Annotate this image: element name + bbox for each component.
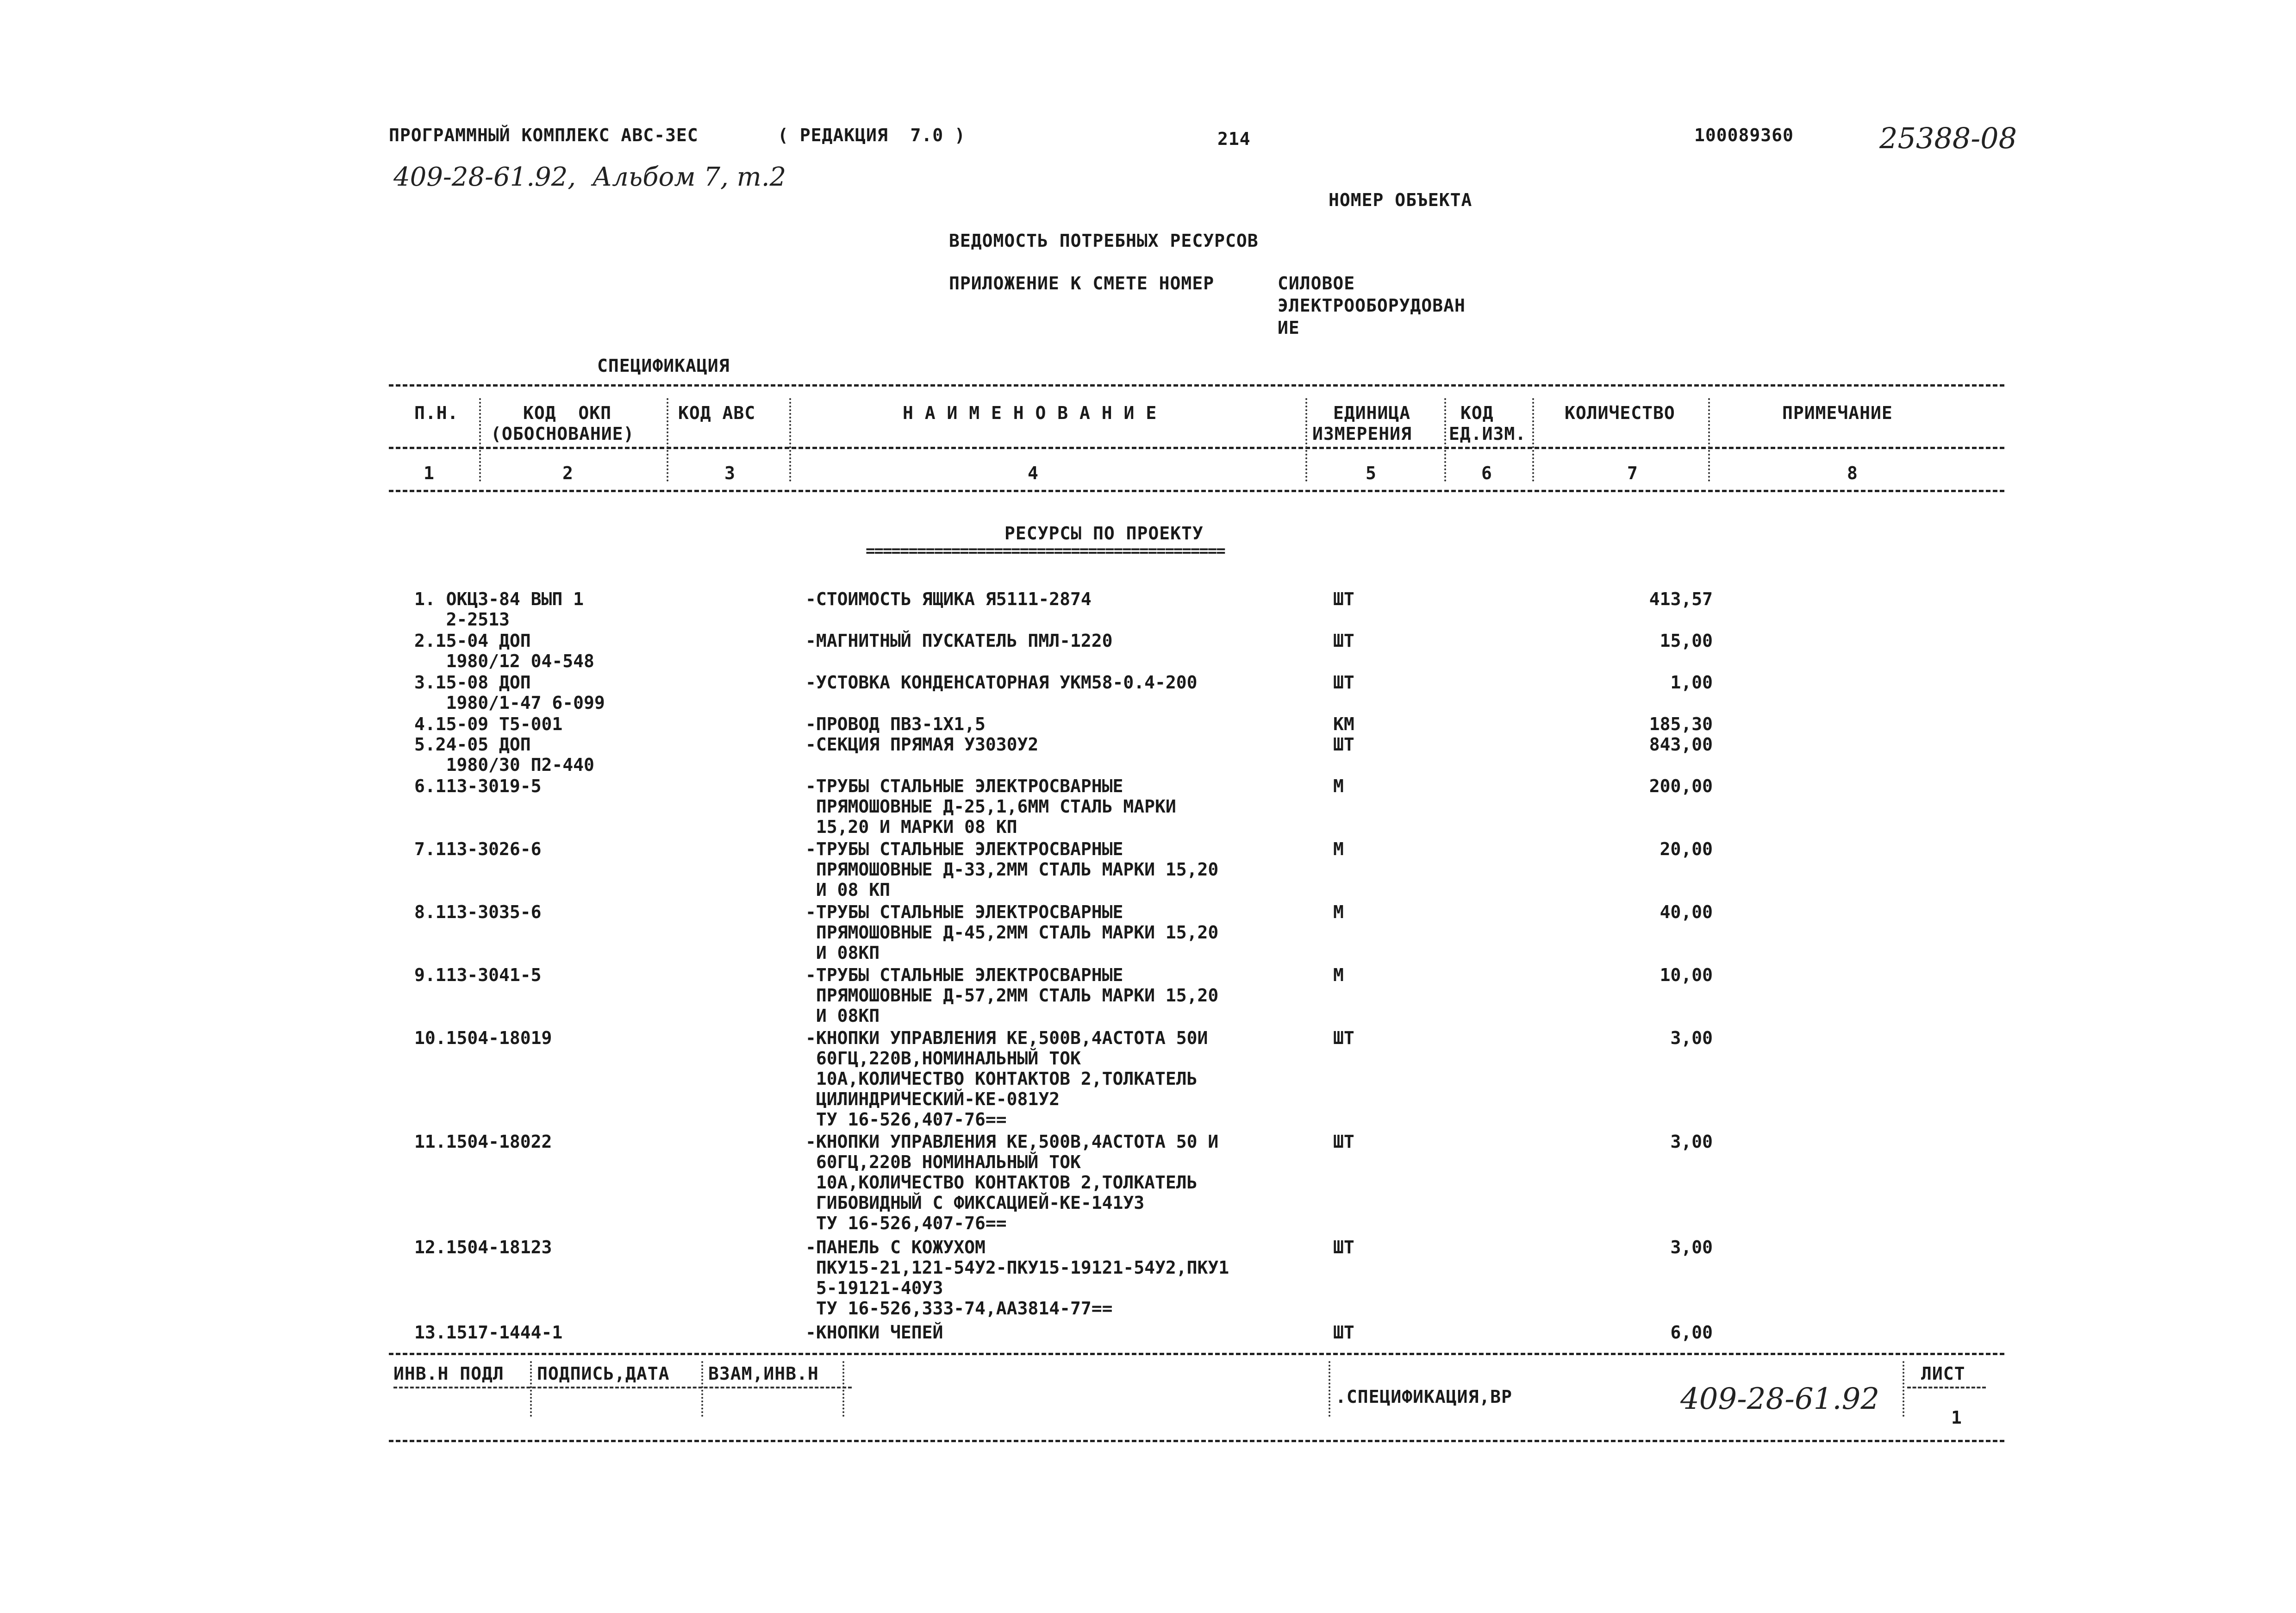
row-name: -ТРУБЫ СТАЛЬНЫЕ ЭЛЕКТРОСВАРНЫЕ ПРЯМОШОВНЫЕ Д-25,1,6ММ СТАЛЬ МАРКИ 15,20 И МАРКИ 08 КП (805, 776, 1176, 837)
row-unit: ШТ (1333, 734, 1354, 755)
row-quantity: 1,00 (1670, 672, 1713, 693)
col-header-5: ЕДИНИЦА (1333, 403, 1411, 423)
row-quantity: 185,30 (1649, 714, 1713, 734)
col-separator (1444, 398, 1446, 481)
table-top-rule (389, 384, 2004, 387)
col-number-5: 5 (1366, 463, 1377, 483)
col-number-7: 7 (1627, 463, 1638, 483)
section-underline: ========================================== (866, 542, 1225, 560)
col-header-2: КОД ОКП (523, 403, 612, 423)
col-separator (667, 398, 668, 481)
col-separator (479, 398, 481, 481)
row-name: -ТРУБЫ СТАЛЬНЫЕ ЭЛЕКТРОСВАРНЫЕ ПРЯМОШОВНЫЕ Д-45,2ММ СТАЛЬ МАРКИ 15,20 И 08КП (805, 902, 1219, 963)
footer-vzam-label: ВЗАМ,ИНВ.Н (708, 1363, 819, 1384)
row-quantity: 200,00 (1649, 776, 1713, 796)
handwritten-album: 409-28-61.92, Альбом 7, т.2 (393, 162, 786, 192)
row-unit: ШТ (1333, 589, 1354, 609)
footer-handwritten-number: 409-28-61.92 (1680, 1382, 1880, 1416)
col-header-6-sub: ЕД.ИЗМ. (1449, 424, 1527, 444)
row-name: -УСТОВКА КОНДЕНСАТОРНАЯ УКМ58-0.4-200 (805, 672, 1198, 693)
row-quantity: 3,00 (1670, 1028, 1713, 1048)
page-title: ВЕДОМОСТЬ ПОТРЕБНЫХ РЕСУРСОВ (949, 231, 1259, 251)
row-unit: М (1333, 839, 1344, 859)
footer-mid-rule (393, 1387, 852, 1388)
object-number-label: НОМЕР ОБЪЕКТА (1329, 190, 1472, 210)
col-header-6: КОД (1460, 403, 1494, 423)
footer-separator (530, 1361, 532, 1417)
col-separator (1305, 398, 1307, 481)
row-unit: ШТ (1333, 631, 1354, 651)
col-separator (789, 398, 791, 481)
row-quantity: 413,57 (1649, 589, 1713, 609)
appendix-value-1: СИЛОВОЕ (1278, 273, 1355, 294)
row-name: -ПАНЕЛЬ С КОЖУХОМ ПКУ15-21,121-54У2-ПКУ15-19121-54У2,ПКУ1 5-19121-40У3 ТУ 16-526,333-74,АА3814-77== (805, 1237, 1229, 1319)
row-position: 6.113-3019-5 (414, 776, 542, 796)
document-number: 100089360 (1694, 125, 1794, 145)
col-number-6: 6 (1481, 463, 1492, 483)
row-position: 4.15-09 Т5-001 (414, 714, 563, 734)
sheet-rule (1907, 1387, 1986, 1388)
row-name: -МАГНИТНЫЙ ПУСКАТЕЛЬ ПМЛ-1220 (805, 631, 1113, 651)
row-position: 3.15-08 ДОП 1980/1-47 6-099 (414, 672, 605, 713)
row-quantity: 3,00 (1670, 1237, 1713, 1257)
col-number-3: 3 (724, 463, 736, 483)
col-number-1: 1 (424, 463, 435, 483)
col-separator (1708, 398, 1710, 481)
row-position: 10.1504-18019 (414, 1028, 552, 1048)
row-position: 8.113-3035-6 (414, 902, 542, 922)
row-position: 13.1517-1444-1 (414, 1322, 563, 1343)
col-header-8: ПРИМЕЧАНИЕ (1782, 403, 1893, 423)
row-position: 12.1504-18123 (414, 1237, 552, 1257)
header-bottom-rule (389, 447, 2004, 449)
col-number-8: 8 (1847, 463, 1858, 483)
col-header-3: КОД АВС (678, 403, 756, 423)
row-unit: ШТ (1333, 1028, 1354, 1048)
row-quantity: 15,00 (1660, 631, 1713, 651)
row-unit: ШТ (1333, 672, 1354, 693)
row-quantity: 6,00 (1670, 1322, 1713, 1343)
appendix-label: ПРИЛОЖЕНИЕ К СМЕТЕ НОМЕР (949, 273, 1215, 294)
row-quantity: 10,00 (1660, 965, 1713, 985)
page-number: 214 (1217, 129, 1251, 149)
handwritten-code: 25388-08 (1879, 121, 2017, 155)
row-position: 1. ОКЦ3-84 ВЫП 1 2-2513 (414, 589, 584, 630)
col-number-2: 2 (562, 463, 574, 483)
row-quantity: 843,00 (1649, 734, 1713, 755)
row-quantity: 40,00 (1660, 902, 1713, 922)
row-unit: М (1333, 776, 1344, 796)
row-position: 9.113-3041-5 (414, 965, 542, 985)
row-name: -КНОПКИ УПРАВЛЕНИЯ КЕ,500В,4АСТОТА 50И 60ГЦ,220В,НОМИНАЛЬНЫЙ ТОК 10А,КОЛИЧЕСТВО КОНТАКТОВ 2,ТОЛКАТЕЛЬ ЦИЛИНДРИЧЕСКИЙ-КЕ-081У2 ТУ 16-526,407-76== (805, 1028, 1208, 1130)
footer-separator (701, 1361, 703, 1417)
footer-separator (842, 1361, 844, 1417)
row-name: -ПРОВОД ПВ3-1X1,5 (805, 714, 986, 734)
col-header-1: П.Н. (414, 403, 459, 423)
row-position: 7.113-3026-6 (414, 839, 542, 859)
footer-inv-label: ИНВ.Н ПОДЛ (393, 1363, 504, 1384)
row-position: 5.24-05 ДОП 1980/30 П2-440 (414, 734, 594, 775)
row-position: 2.15-04 ДОП 1980/12 04-548 (414, 631, 594, 671)
row-name: -КНОПКИ ЧЕПЕЙ (805, 1322, 943, 1343)
row-quantity: 20,00 (1660, 839, 1713, 859)
row-name: -СТОИМОСТЬ ЯЩИКА Я5111-2874 (805, 589, 1092, 609)
row-unit: М (1333, 902, 1344, 922)
row-unit: ШТ (1333, 1132, 1354, 1152)
row-unit: ШТ (1333, 1237, 1354, 1257)
col-header-4: Н А И М Е Н О В А Н И Е (903, 403, 1157, 423)
sheet-label: ЛИСТ (1921, 1363, 1965, 1384)
row-position: 11.1504-18022 (414, 1132, 552, 1152)
program-name: ПРОГРАММНЫЙ КОМПЛЕКС АВС-3ЕС (389, 125, 699, 145)
col-separator (1532, 398, 1534, 481)
col-header-5-sub: ИЗМЕРЕНИЯ (1312, 424, 1412, 444)
row-name: -ТРУБЫ СТАЛЬНЫЕ ЭЛЕКТРОСВАРНЫЕ ПРЯМОШОВНЫЕ Д-33,2ММ СТАЛЬ МАРКИ 15,20 И 08 КП (805, 839, 1219, 900)
edition: ( РЕДАКЦИЯ 7.0 ) (778, 125, 966, 145)
appendix-value-2: ЭЛЕКТРООБОРУДОВАН (1278, 295, 1466, 316)
col-header-7: КОЛИЧЕСТВО (1565, 403, 1675, 423)
row-name: -СЕКЦИЯ ПРЯМАЯ У3030У2 (805, 734, 1039, 755)
footer-separator (1903, 1361, 1904, 1417)
table-caption: СПЕЦИФИКАЦИЯ (597, 356, 730, 376)
footer-sign-label: ПОДПИСЬ,ДАТА (537, 1363, 670, 1384)
sheet-number: 1 (1951, 1407, 1962, 1428)
row-unit: КМ (1333, 714, 1354, 734)
row-quantity: 3,00 (1670, 1132, 1713, 1152)
row-unit: ШТ (1333, 1322, 1354, 1343)
column-number-bottom-rule (389, 490, 2004, 492)
col-header-2-sub: (ОБОСНОВАНИЕ) (491, 424, 635, 444)
footer-top-rule (389, 1353, 2004, 1355)
footer-separator (1329, 1361, 1330, 1417)
footer-spec-label: .СПЕЦИФИКАЦИЯ,ВР (1335, 1387, 1513, 1407)
footer-bottom-rule (389, 1440, 2004, 1442)
section-title: РЕСУРСЫ ПО ПРОЕКТУ (1004, 523, 1204, 544)
appendix-value-3: ИЕ (1278, 318, 1300, 338)
col-number-4: 4 (1028, 463, 1039, 483)
row-name: -КНОПКИ УПРАВЛЕНИЯ КЕ,500В,4АСТОТА 50 И 60ГЦ,220В НОМИНАЛЬНЫЙ ТОК 10А,КОЛИЧЕСТВО КОНТАКТОВ 2,ТОЛКАТЕЛЬ ГИБОВИДНЫЙ С ФИКСАЦИЕЙ-КЕ-141У3 ТУ 16-526,407-76== (805, 1132, 1219, 1233)
row-unit: М (1333, 965, 1344, 985)
row-name: -ТРУБЫ СТАЛЬНЫЕ ЭЛЕКТРОСВАРНЫЕ ПРЯМОШОВНЫЕ Д-57,2ММ СТАЛЬ МАРКИ 15,20 И 08КП (805, 965, 1219, 1026)
